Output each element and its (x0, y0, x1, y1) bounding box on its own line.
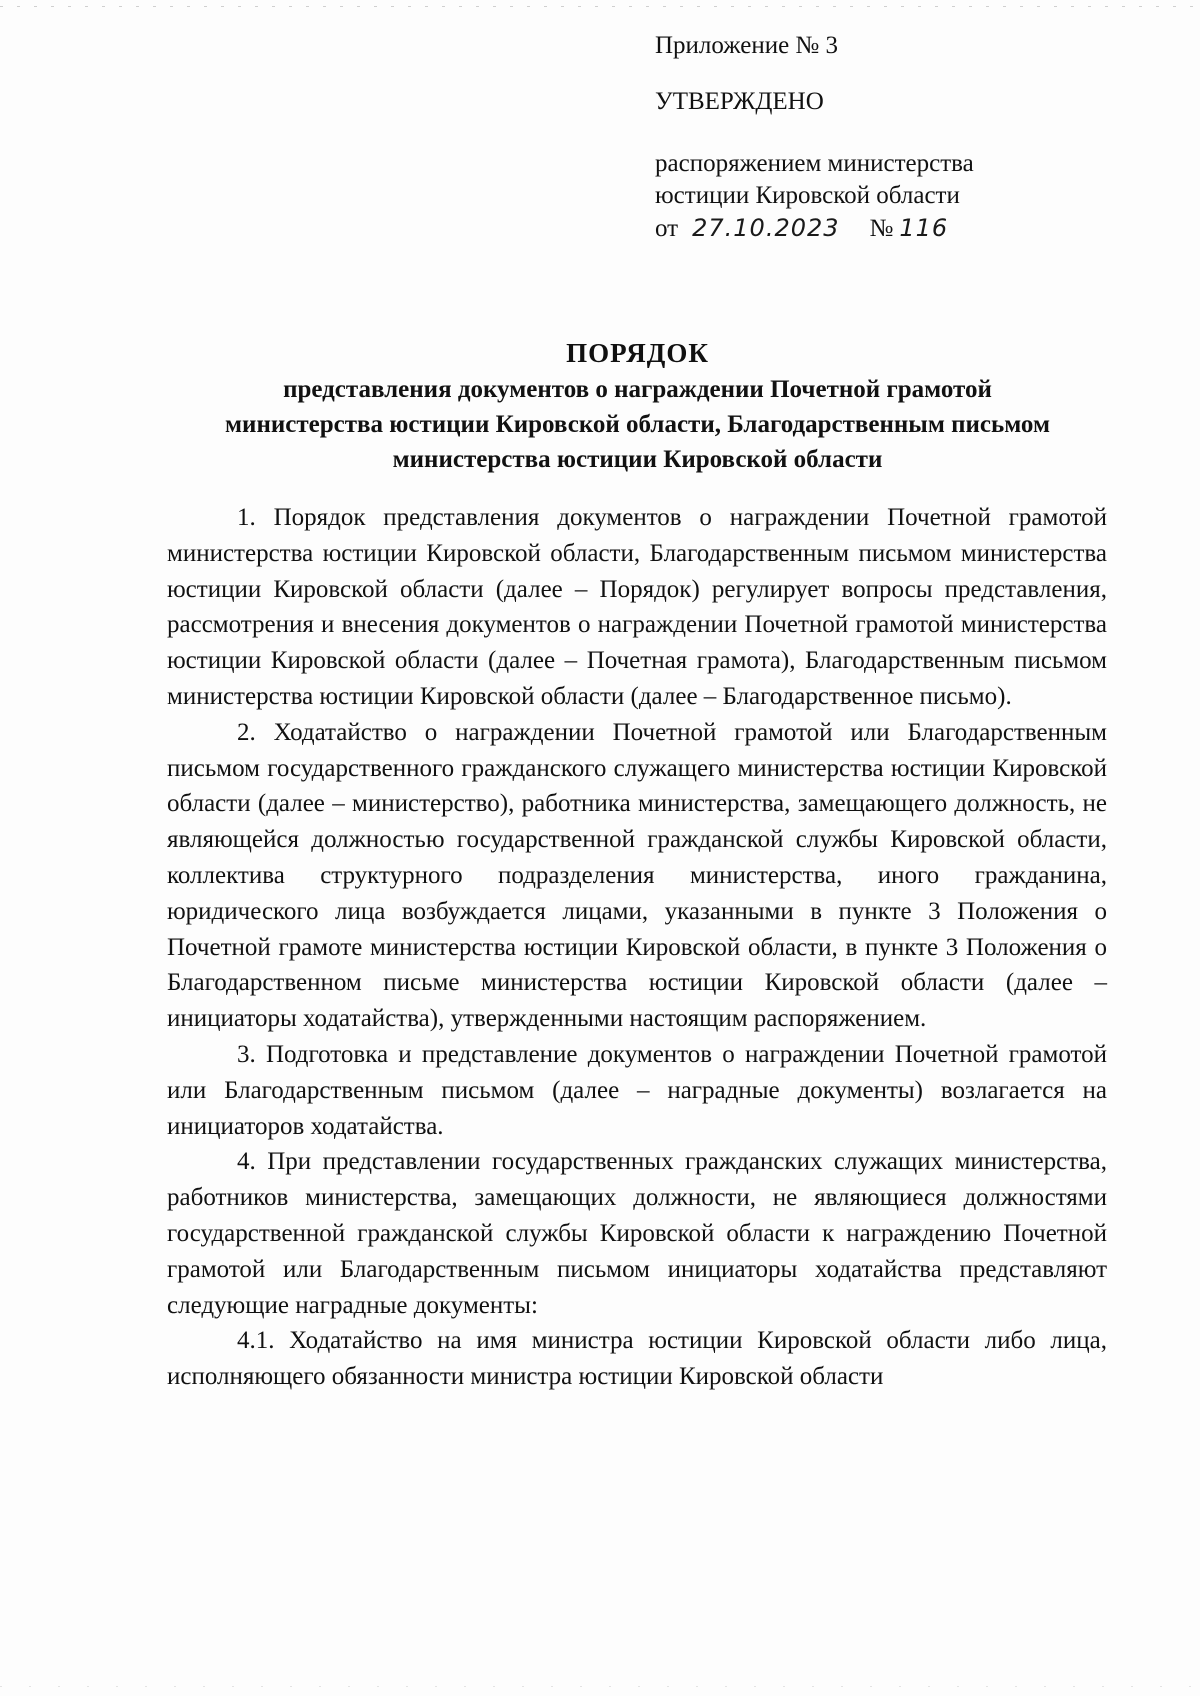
date-prefix: от (655, 215, 679, 242)
paragraph-1: 1. Порядок представления документов о награждении Почетной грамотой министерства юстиции Кировской области, Благодарственным письмом министерства юстиции Кировской области (далее – Порядок) регулирует вопросы представления, рассмотрения и внесения документов о награждении Почетной грамотой министерства юстиции Кировской области (далее – Почетная грамота), Благодарственным письмом министерства юстиции Кировской области (далее – Благодарственное письмо). (167, 504, 1107, 710)
approval-stamp-block (655, 30, 1125, 245)
order-line-2: юстиции Кировской области (655, 182, 960, 209)
paragraph-2: 2. Ходатайство о награждении Почетной грамотой или Благодарственным письмом государственного гражданского служащего министерства юстиции Кировской области (далее – министерство), работника министерства, замещающего должность, не являющейся должностью государственной гражданской службы Кировской области, коллектива структурного подразделения министерства, иного гражданина, юридического лица возбуждается лицами, указанными в пункте 3 Положения о Почетной грамоте министерства юстиции Кировской области, в пункте 3 Положения о Благодарственном письме министерства юстиции Кировской области (далее – инициаторы ходатайства), утвержденными настоящим распоряжением. (167, 718, 1107, 1033)
approved-label: УТВЕРЖДЕНО (655, 88, 824, 115)
title-line-3: министерства юстиции Кировской области (392, 446, 883, 473)
paragraph-3: 3. Подготовка и представление документов о награждении Почетной грамотой или Благодарственным письмом (далее – наградные документы) возлагается на инициаторов ходатайства. (167, 1040, 1107, 1140)
handwritten-number: 116 (899, 214, 949, 242)
order-line-1: распоряжением министерства (655, 150, 974, 177)
paragraph-4-1: 4.1. Ходатайство на имя министра юстиции Кировской области либо лица, исполняющего обязанности министра юстиции Кировской области (167, 1327, 1107, 1391)
appendix-label: Приложение № 3 (655, 32, 839, 59)
scan-edge-bottom (0, 1686, 1200, 1687)
number-label: № (869, 215, 894, 242)
title-line-2: министерства юстиции Кировской области, Благодарственным письмом (225, 411, 1050, 438)
scan-edge-top (0, 6, 1200, 7)
document-body (167, 500, 1107, 1395)
document-title (150, 336, 1125, 477)
title-line-1: представления документов о награждении Почетной грамотой (283, 376, 992, 403)
paragraph-4: 4. При представлении государственных гражданских служащих министерства, работников министерства, замещающих должности, не являющиеся должностями государственной гражданской службы Кировской области к награждению Почетной грамотой или Благодарственным письмом инициаторы ходатайства представляют следующие наградные документы: (167, 1148, 1107, 1319)
order-date-line (655, 212, 1125, 245)
handwritten-date: 27.10.2023 (692, 214, 840, 242)
title-main: ПОРЯДОК (566, 338, 709, 368)
